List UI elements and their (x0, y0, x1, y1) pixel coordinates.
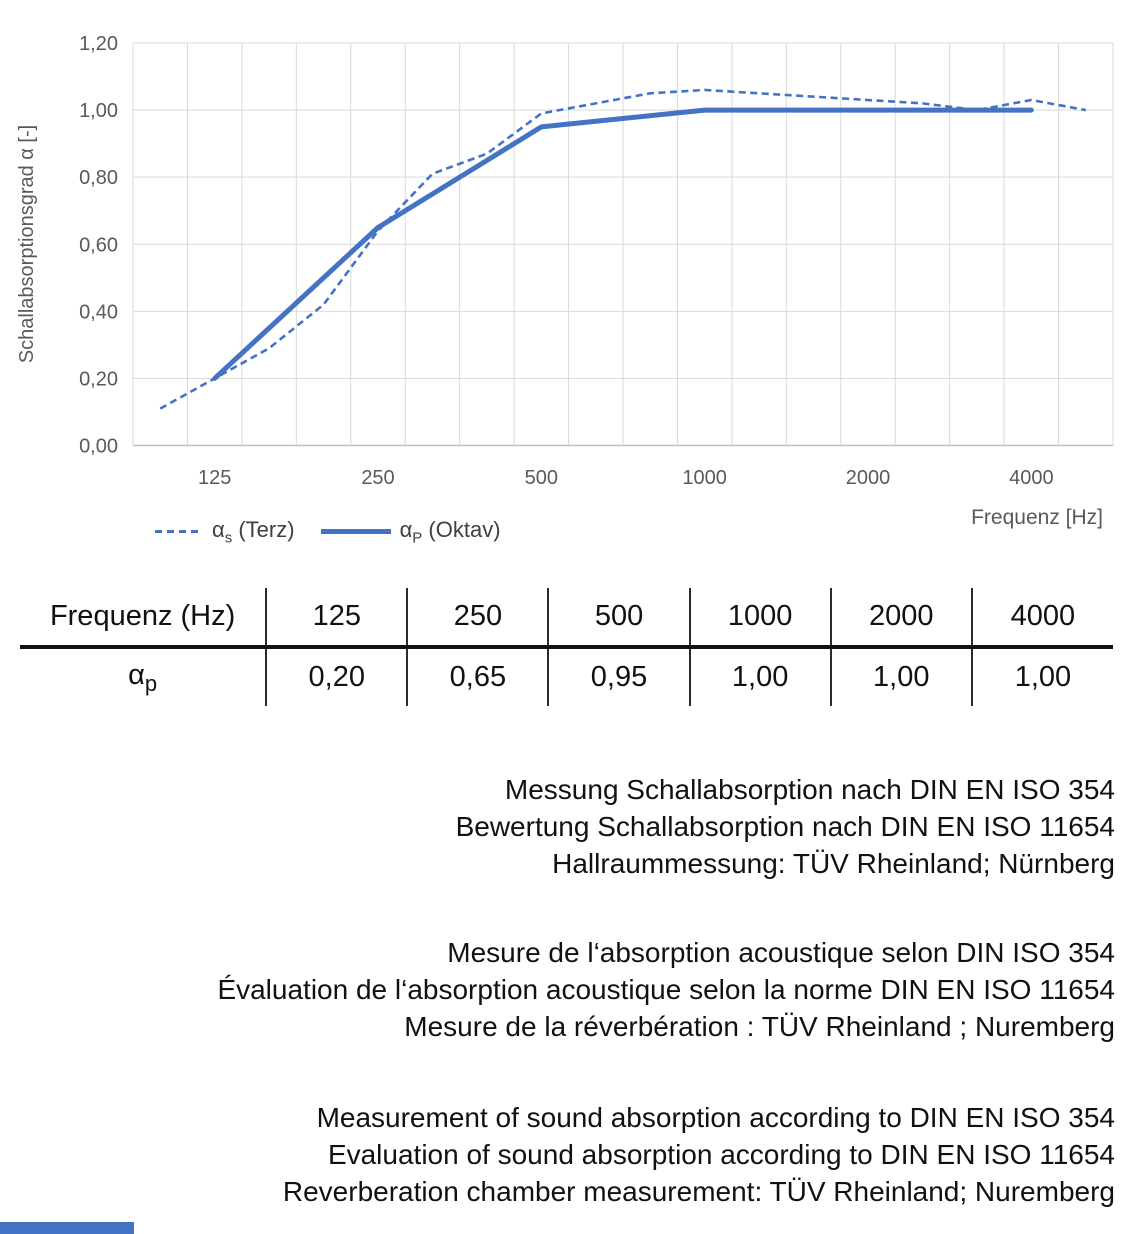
y-tick-label: 0,80 (79, 167, 118, 190)
table-value-row (20, 647, 1113, 706)
notes-french (0, 934, 1115, 1045)
legend-label-oktav: $\alpha_P$ (Oktav) (399, 517, 501, 547)
y-axis-title: Schallabsorptionsgrad α [-] (16, 124, 38, 364)
table-cell-freq: 4000 (972, 588, 1113, 647)
x-tick-label: 4000 (1009, 467, 1054, 489)
table-cell-freq: 500 (548, 588, 689, 647)
legend-label-terz: $\alpha_s$ (Terz) (212, 517, 295, 547)
x-tick-label: 1000 (682, 467, 727, 489)
x-tick-label: 250 (361, 467, 395, 489)
x-axis-title: Frequenz [Hz] (971, 506, 1103, 529)
gridlines (133, 43, 1113, 446)
y-tick-label: 0,60 (79, 234, 118, 257)
x-tick-label: 500 (524, 467, 559, 489)
y-tick-label: 0,40 (79, 301, 118, 324)
notes-german (0, 771, 1115, 882)
y-tick-label: 1,00 (79, 100, 118, 123)
solid-line-swatch-icon (321, 529, 391, 534)
alpha-p-table (20, 588, 1113, 706)
chart-legend (155, 517, 501, 546)
table-cell-freq: 250 (407, 588, 548, 647)
table-cell-alpha: 1,00 (831, 647, 972, 706)
bottom-accent-bar (0, 1222, 134, 1234)
note-line: Messung Schallabsorption nach DIN EN ISO 354 (504, 774, 1115, 805)
table-cell-alpha: 1,00 (690, 647, 831, 706)
note-line: Mesure de l‘absorption acoustique selon DIN ISO 354 (447, 937, 1115, 968)
table-cell-freq: 1000 (690, 588, 831, 647)
y-tick-label: 1,20 (79, 33, 118, 55)
note-line: Measurement of sound absorption according to DIN EN ISO 354 (316, 1102, 1115, 1133)
table-cell-alpha: 0,95 (548, 647, 689, 706)
dashed-line-swatch-icon (155, 530, 203, 533)
absorption-chart (0, 0, 1135, 560)
legend-item-terz (155, 517, 295, 546)
x-tick-label: 2000 (845, 467, 891, 489)
table-row-label: $\alpha_p$ (128, 658, 158, 696)
x-tick-label: 125 (197, 467, 232, 489)
note-line: Évaluation de l‘absorption acoustique selon la norme DIN EN ISO 11654 (217, 974, 1115, 1005)
table-cell-alpha: 0,20 (266, 647, 407, 706)
legend-item-oktav (321, 517, 501, 546)
table-header-label: Frequenz (Hz) (20, 588, 266, 647)
table-cell-alpha: 1,00 (972, 647, 1113, 706)
table-cell-alpha: 0,65 (407, 647, 548, 706)
y-tick-label: 0,00 (79, 435, 118, 458)
note-line: Reverberation chamber measurement: TÜV Rheinland; Nuremberg (282, 1176, 1115, 1207)
table-cell-freq: 2000 (831, 588, 972, 647)
note-line: Mesure de la réverbération : TÜV Rheinland ; Nuremberg (404, 1011, 1115, 1042)
note-line: Bewertung Schallabsorption nach DIN EN ISO 11654 (455, 811, 1115, 842)
table-header-row (20, 588, 1113, 647)
table-cell-freq: 125 (266, 588, 407, 647)
note-line: Hallraummessung: TÜV Rheinland; Nürnberg (552, 848, 1115, 879)
note-line: Evaluation of sound absorption according to DIN EN ISO 11654 (327, 1139, 1115, 1170)
notes-english (0, 1099, 1115, 1210)
y-tick-label: 0,20 (79, 368, 118, 391)
